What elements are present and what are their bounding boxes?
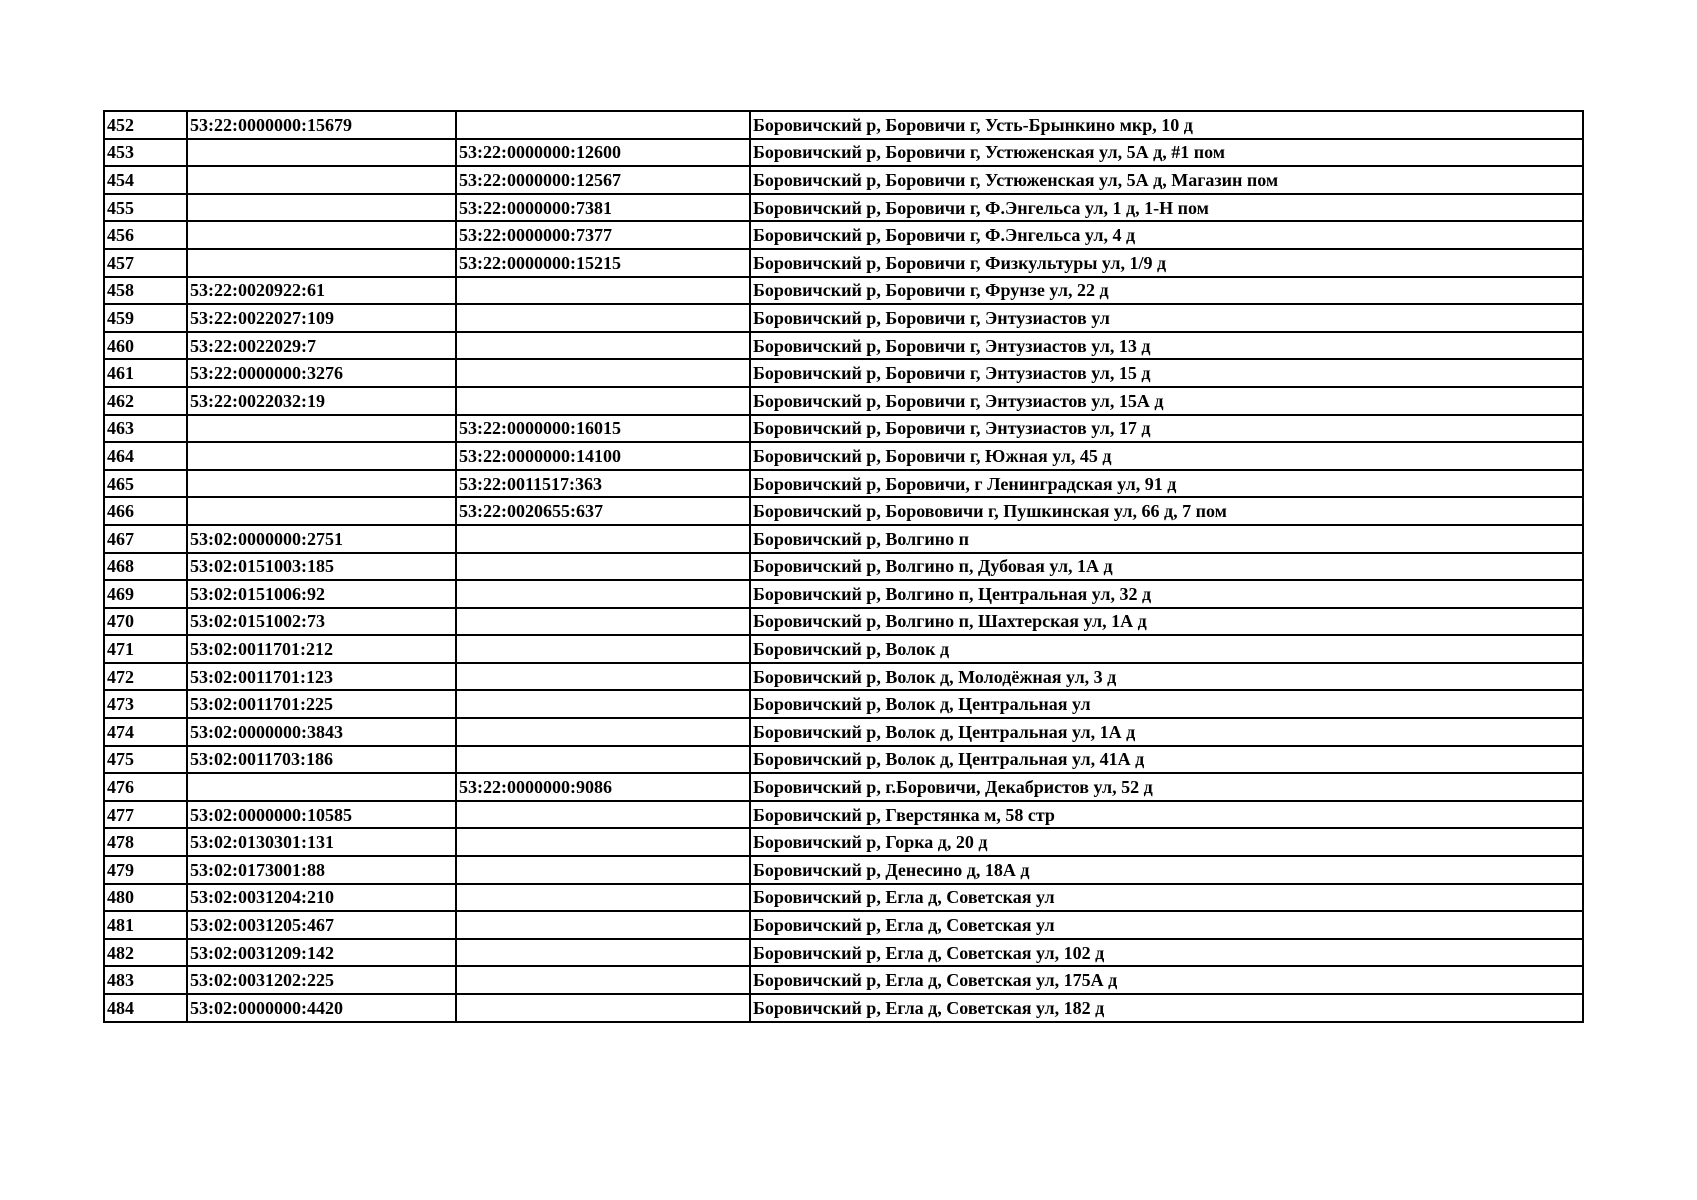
row-number-cell: 466 — [104, 497, 187, 525]
address-cell: Боровичский р, Денесино д, 18А д — [750, 856, 1583, 884]
table-row — [104, 911, 1583, 939]
building-cadastral-number-cell — [456, 635, 750, 663]
land-cadastral-number-cell: 53:02:0000000:3843 — [187, 718, 456, 746]
building-cadastral-number-cell — [456, 332, 750, 360]
building-cadastral-number-cell — [456, 553, 750, 581]
address-cell: Боровичский р, Горка д, 20 д — [750, 828, 1583, 856]
building-cadastral-number-cell — [456, 746, 750, 774]
address-cell: Боровичский р, Боровичи г, Фрунзе ул, 22 д — [750, 277, 1583, 305]
address-cell: Боровичский р, Боровичи г, Энтузиастов ул, 15А д — [750, 387, 1583, 415]
land-cadastral-number-cell: 53:02:0151003:185 — [187, 553, 456, 581]
building-cadastral-number-cell: 53:22:0000000:12600 — [456, 139, 750, 167]
land-cadastral-number-cell: 53:02:0000000:4420 — [187, 994, 456, 1022]
address-cell: Боровичский р, Егла д, Советская ул — [750, 884, 1583, 912]
table-row — [104, 470, 1583, 498]
building-cadastral-number-cell — [456, 580, 750, 608]
table-row — [104, 828, 1583, 856]
address-cell: Боровичский р, Боровичи г, Энтузиастов ул, 13 д — [750, 332, 1583, 360]
address-cell: Боровичский р, Волгино п, Дубовая ул, 1А д — [750, 553, 1583, 581]
address-cell: Боровичский р, Волок д, Центральная ул — [750, 690, 1583, 718]
row-number-cell: 483 — [104, 966, 187, 994]
row-number-cell: 459 — [104, 304, 187, 332]
table-row — [104, 884, 1583, 912]
land-cadastral-number-cell: 53:02:0011701:212 — [187, 635, 456, 663]
land-cadastral-number-cell: 53:22:0022027:109 — [187, 304, 456, 332]
table-row — [104, 939, 1583, 967]
land-cadastral-number-cell — [187, 442, 456, 470]
building-cadastral-number-cell — [456, 663, 750, 691]
address-cell: Боровичский р, Волгино п — [750, 525, 1583, 553]
table-row — [104, 332, 1583, 360]
building-cadastral-number-cell — [456, 966, 750, 994]
cadastral-table — [103, 110, 1584, 1023]
row-number-cell: 461 — [104, 359, 187, 387]
building-cadastral-number-cell — [456, 884, 750, 912]
row-number-cell: 463 — [104, 415, 187, 443]
row-number-cell: 472 — [104, 663, 187, 691]
table-row — [104, 718, 1583, 746]
table-row — [104, 442, 1583, 470]
address-cell: Боровичский р, Борововичи г, Пушкинская ул, 66 д, 7 пом — [750, 497, 1583, 525]
row-number-cell: 457 — [104, 249, 187, 277]
land-cadastral-number-cell: 53:02:0011701:123 — [187, 663, 456, 691]
row-number-cell: 484 — [104, 994, 187, 1022]
land-cadastral-number-cell: 53:02:0031209:142 — [187, 939, 456, 967]
row-number-cell: 477 — [104, 801, 187, 829]
row-number-cell: 478 — [104, 828, 187, 856]
address-cell: Боровичский р, г.Боровичи, Декабристов ул, 52 д — [750, 773, 1583, 801]
address-cell: Боровичский р, Егла д, Советская ул, 175А д — [750, 966, 1583, 994]
building-cadastral-number-cell — [456, 608, 750, 636]
address-cell: Боровичский р, Боровичи г, Физкультуры ул, 1/9 д — [750, 249, 1583, 277]
table-row — [104, 111, 1583, 139]
land-cadastral-number-cell: 53:22:0020922:61 — [187, 277, 456, 305]
land-cadastral-number-cell: 53:02:0031204:210 — [187, 884, 456, 912]
table-row — [104, 221, 1583, 249]
building-cadastral-number-cell — [456, 718, 750, 746]
land-cadastral-number-cell: 53:02:0031202:225 — [187, 966, 456, 994]
land-cadastral-number-cell: 53:22:0022029:7 — [187, 332, 456, 360]
land-cadastral-number-cell — [187, 221, 456, 249]
table-row — [104, 166, 1583, 194]
row-number-cell: 467 — [104, 525, 187, 553]
row-number-cell: 474 — [104, 718, 187, 746]
row-number-cell: 468 — [104, 553, 187, 581]
land-cadastral-number-cell: 53:22:0000000:15679 — [187, 111, 456, 139]
building-cadastral-number-cell — [456, 387, 750, 415]
row-number-cell: 480 — [104, 884, 187, 912]
row-number-cell: 471 — [104, 635, 187, 663]
address-cell: Боровичский р, Егла д, Советская ул, 102 д — [750, 939, 1583, 967]
table-row — [104, 994, 1583, 1022]
building-cadastral-number-cell: 53:22:0000000:7381 — [456, 194, 750, 222]
address-cell: Боровичский р, Гверстянка м, 58 стр — [750, 801, 1583, 829]
building-cadastral-number-cell — [456, 690, 750, 718]
land-cadastral-number-cell — [187, 166, 456, 194]
address-cell: Боровичский р, Боровичи, г Ленинградская ул, 91 д — [750, 470, 1583, 498]
row-number-cell: 481 — [104, 911, 187, 939]
address-cell: Боровичский р, Волгино п, Центральная ул, 32 д — [750, 580, 1583, 608]
table-row — [104, 387, 1583, 415]
table-row — [104, 966, 1583, 994]
row-number-cell: 465 — [104, 470, 187, 498]
land-cadastral-number-cell — [187, 249, 456, 277]
row-number-cell: 476 — [104, 773, 187, 801]
address-cell: Боровичский р, Боровичи г, Ф.Энгельса ул, 4 д — [750, 221, 1583, 249]
address-cell: Боровичский р, Волгино п, Шахтерская ул, 1А д — [750, 608, 1583, 636]
address-cell: Боровичский р, Боровичи г, Устюженская ул, 5А д, #1 пом — [750, 139, 1583, 167]
land-cadastral-number-cell — [187, 415, 456, 443]
building-cadastral-number-cell — [456, 828, 750, 856]
address-cell: Боровичский р, Боровичи г, Усть-Брынкино мкр, 10 д — [750, 111, 1583, 139]
building-cadastral-number-cell: 53:22:0020655:637 — [456, 497, 750, 525]
land-cadastral-number-cell: 53:22:0000000:3276 — [187, 359, 456, 387]
row-number-cell: 455 — [104, 194, 187, 222]
land-cadastral-number-cell: 53:02:0151002:73 — [187, 608, 456, 636]
table-row — [104, 497, 1583, 525]
land-cadastral-number-cell: 53:02:0151006:92 — [187, 580, 456, 608]
building-cadastral-number-cell: 53:22:0000000:16015 — [456, 415, 750, 443]
table-row — [104, 525, 1583, 553]
table-row — [104, 635, 1583, 663]
building-cadastral-number-cell — [456, 525, 750, 553]
table-row — [104, 194, 1583, 222]
address-cell: Боровичский р, Боровичи г, Энтузиастов ул — [750, 304, 1583, 332]
building-cadastral-number-cell — [456, 277, 750, 305]
building-cadastral-number-cell — [456, 939, 750, 967]
row-number-cell: 479 — [104, 856, 187, 884]
land-cadastral-number-cell — [187, 139, 456, 167]
row-number-cell: 469 — [104, 580, 187, 608]
building-cadastral-number-cell: 53:22:0000000:15215 — [456, 249, 750, 277]
land-cadastral-number-cell: 53:02:0000000:2751 — [187, 525, 456, 553]
address-cell: Боровичский р, Боровичи г, Ф.Энгельса ул, 1 д, 1-Н пом — [750, 194, 1583, 222]
table-row — [104, 773, 1583, 801]
land-cadastral-number-cell: 53:02:0031205:467 — [187, 911, 456, 939]
table-row — [104, 690, 1583, 718]
land-cadastral-number-cell: 53:22:0022032:19 — [187, 387, 456, 415]
row-number-cell: 470 — [104, 608, 187, 636]
address-cell: Боровичский р, Волок д, Центральная ул, 41А д — [750, 746, 1583, 774]
table-row — [104, 139, 1583, 167]
row-number-cell: 454 — [104, 166, 187, 194]
address-cell: Боровичский р, Волок д, Молодёжная ул, 3 д — [750, 663, 1583, 691]
building-cadastral-number-cell: 53:22:0000000:7377 — [456, 221, 750, 249]
building-cadastral-number-cell — [456, 994, 750, 1022]
address-cell: Боровичский р, Егла д, Советская ул — [750, 911, 1583, 939]
table-row — [104, 277, 1583, 305]
building-cadastral-number-cell — [456, 111, 750, 139]
row-number-cell: 462 — [104, 387, 187, 415]
table-row — [104, 249, 1583, 277]
table-row — [104, 801, 1583, 829]
table-row — [104, 304, 1583, 332]
table-row — [104, 856, 1583, 884]
address-cell: Боровичский р, Егла д, Советская ул, 182 д — [750, 994, 1583, 1022]
land-cadastral-number-cell: 53:02:0000000:10585 — [187, 801, 456, 829]
building-cadastral-number-cell — [456, 359, 750, 387]
building-cadastral-number-cell: 53:22:0011517:363 — [456, 470, 750, 498]
building-cadastral-number-cell — [456, 304, 750, 332]
building-cadastral-number-cell — [456, 856, 750, 884]
table-row — [104, 608, 1583, 636]
table-row — [104, 663, 1583, 691]
row-number-cell: 456 — [104, 221, 187, 249]
land-cadastral-number-cell — [187, 497, 456, 525]
table-row — [104, 553, 1583, 581]
land-cadastral-number-cell — [187, 470, 456, 498]
row-number-cell: 475 — [104, 746, 187, 774]
table-row — [104, 415, 1583, 443]
row-number-cell: 464 — [104, 442, 187, 470]
building-cadastral-number-cell — [456, 911, 750, 939]
address-cell: Боровичский р, Боровичи г, Энтузиастов ул, 17 д — [750, 415, 1583, 443]
table-body — [104, 111, 1583, 1022]
land-cadastral-number-cell: 53:02:0011703:186 — [187, 746, 456, 774]
address-cell: Боровичский р, Боровичи г, Энтузиастов ул, 15 д — [750, 359, 1583, 387]
address-cell: Боровичский р, Волок д, Центральная ул, 1А д — [750, 718, 1583, 746]
row-number-cell: 452 — [104, 111, 187, 139]
table-row — [104, 746, 1583, 774]
land-cadastral-number-cell — [187, 194, 456, 222]
row-number-cell: 473 — [104, 690, 187, 718]
land-cadastral-number-cell — [187, 773, 456, 801]
row-number-cell: 458 — [104, 277, 187, 305]
row-number-cell: 460 — [104, 332, 187, 360]
land-cadastral-number-cell: 53:02:0173001:88 — [187, 856, 456, 884]
row-number-cell: 482 — [104, 939, 187, 967]
table-row — [104, 359, 1583, 387]
building-cadastral-number-cell — [456, 801, 750, 829]
address-cell: Боровичский р, Волок д — [750, 635, 1583, 663]
table-row — [104, 580, 1583, 608]
land-cadastral-number-cell: 53:02:0011701:225 — [187, 690, 456, 718]
land-cadastral-number-cell: 53:02:0130301:131 — [187, 828, 456, 856]
address-cell: Боровичский р, Боровичи г, Южная ул, 45 д — [750, 442, 1583, 470]
row-number-cell: 453 — [104, 139, 187, 167]
building-cadastral-number-cell: 53:22:0000000:12567 — [456, 166, 750, 194]
address-cell: Боровичский р, Боровичи г, Устюженская ул, 5А д, Магазин пом — [750, 166, 1583, 194]
building-cadastral-number-cell: 53:22:0000000:14100 — [456, 442, 750, 470]
building-cadastral-number-cell: 53:22:0000000:9086 — [456, 773, 750, 801]
